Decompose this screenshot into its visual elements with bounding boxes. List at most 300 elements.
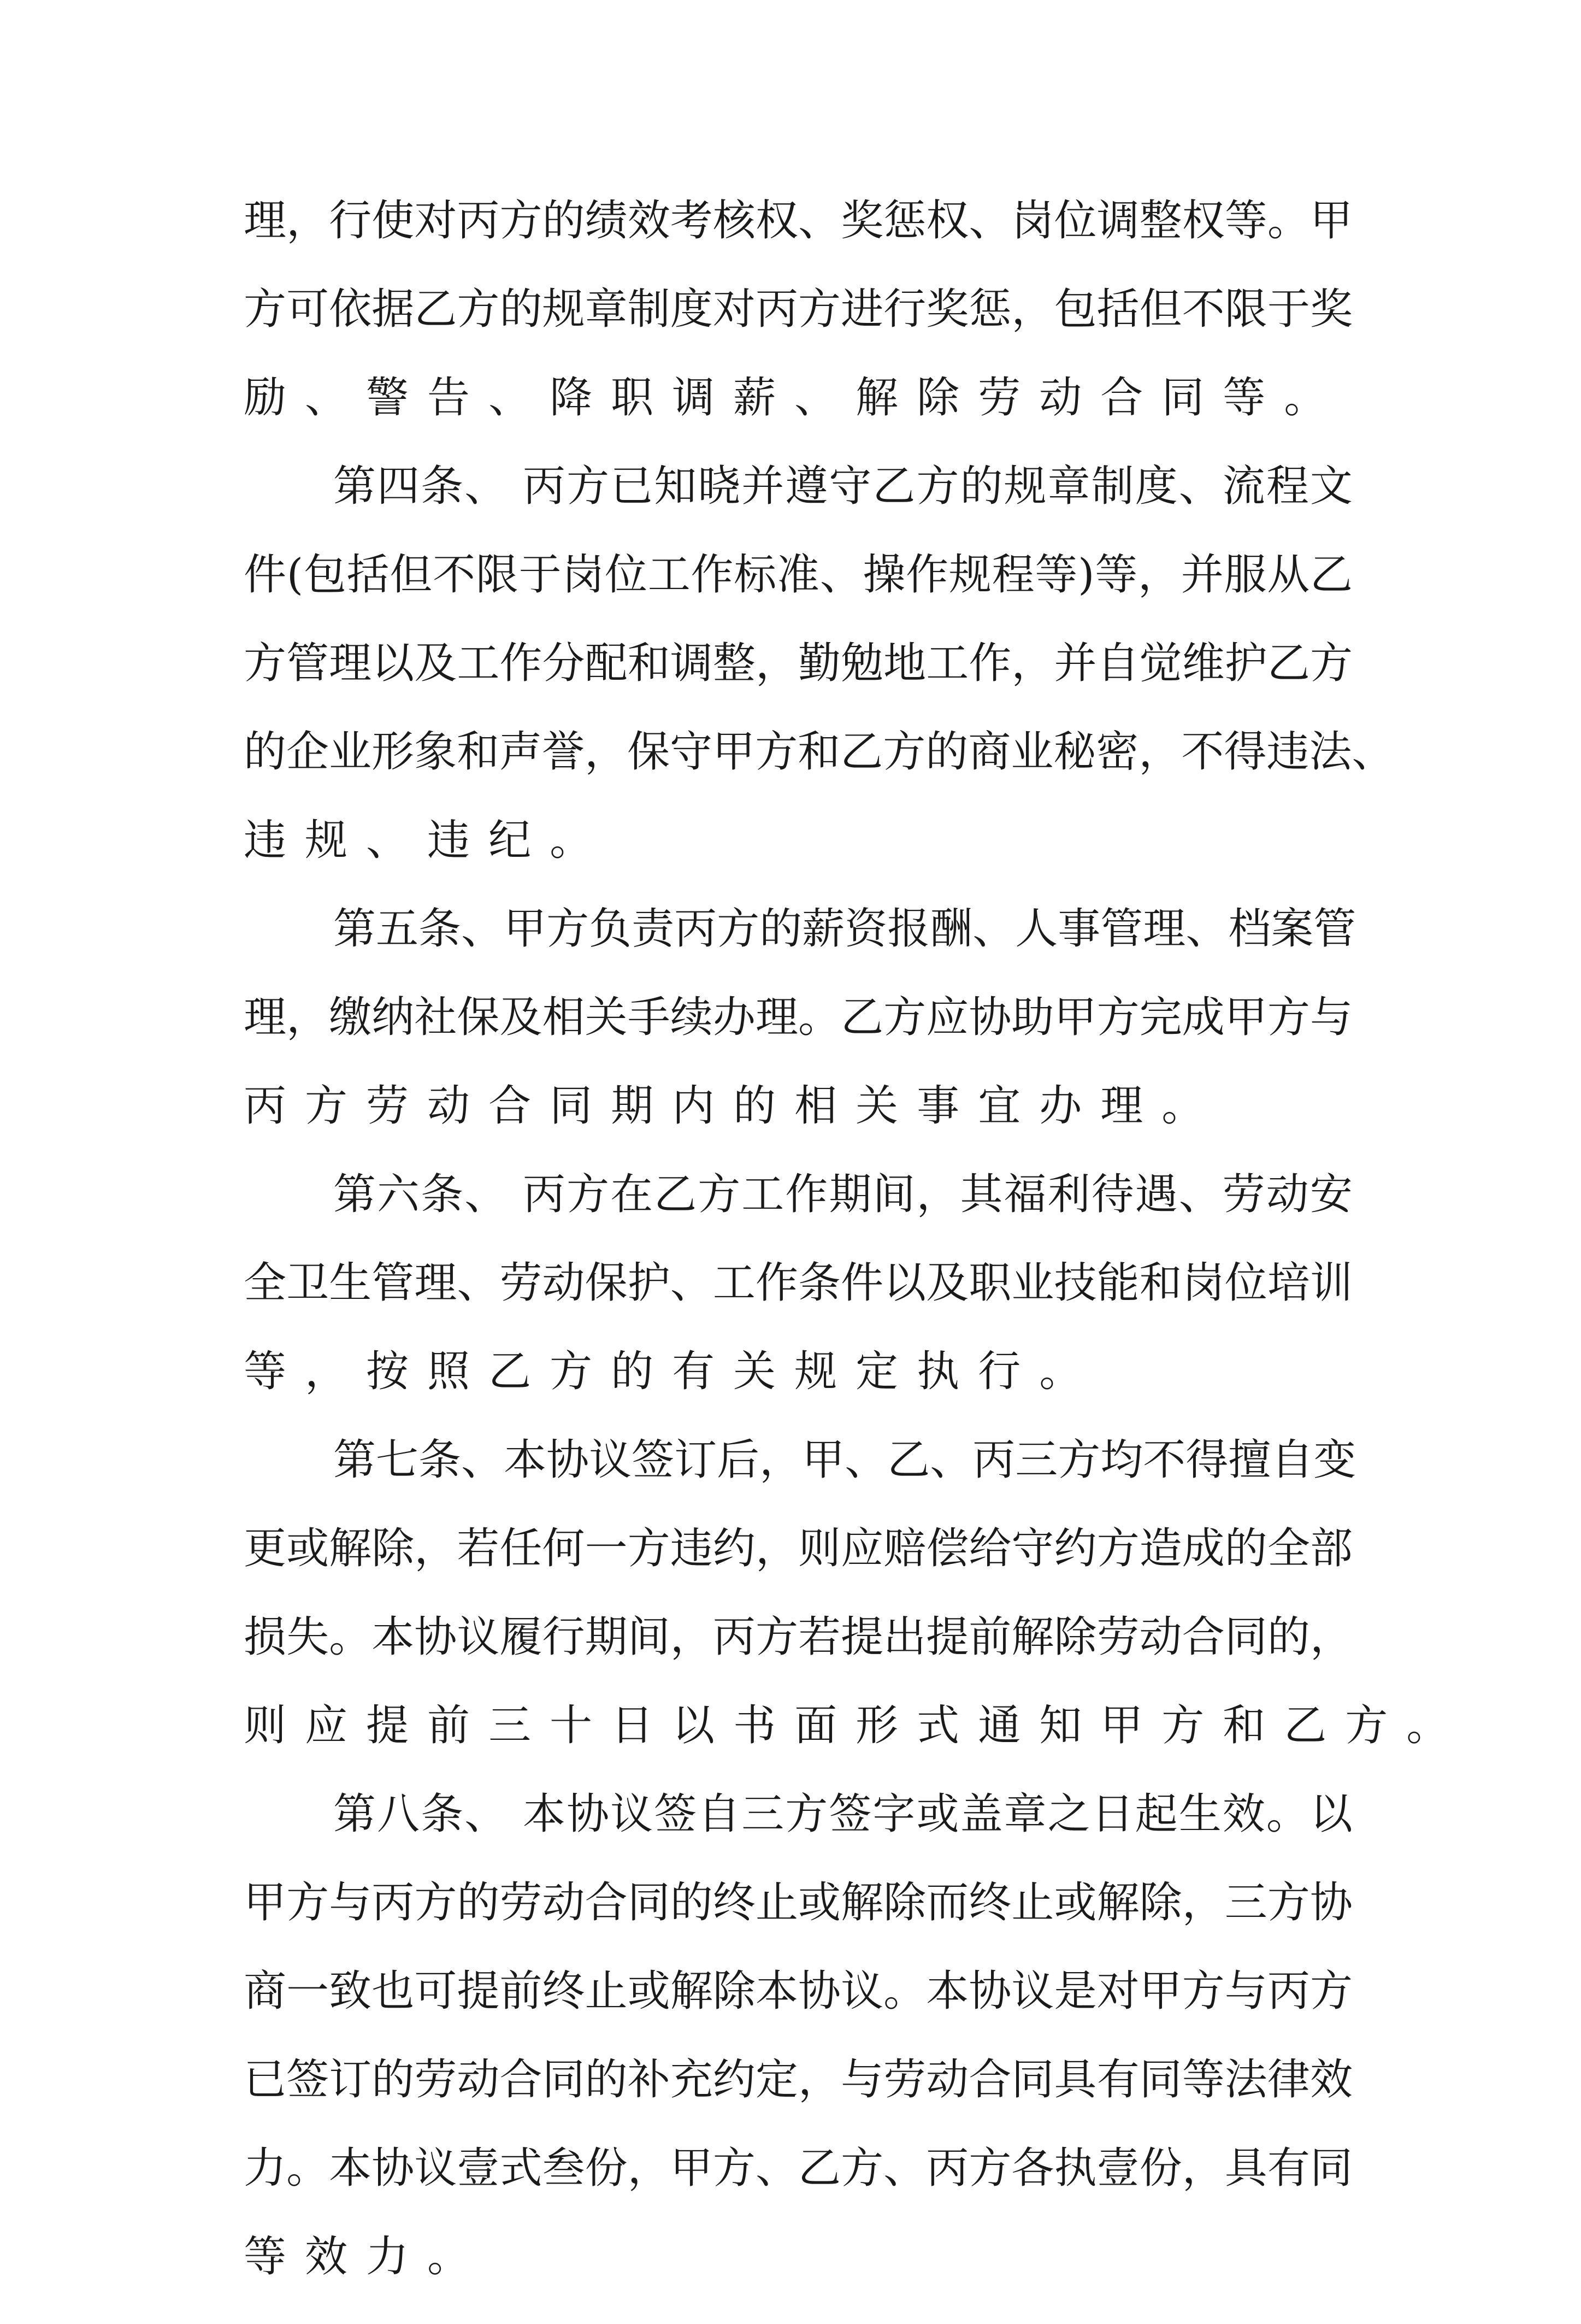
text-glyph: 工 bbox=[712, 1258, 756, 1308]
text-glyph: 方 bbox=[286, 1878, 329, 1927]
text-line bbox=[244, 1878, 1353, 1927]
text-glyph: 、 bbox=[755, 2144, 798, 2193]
text-glyph: 乙 bbox=[488, 1347, 550, 1396]
text-glyph: 违 bbox=[1266, 727, 1309, 776]
text-glyph: 惩 bbox=[883, 196, 927, 245]
text-glyph: 理 bbox=[244, 993, 287, 1042]
text-glyph: 、 bbox=[972, 904, 1016, 954]
text-glyph: 理 bbox=[244, 196, 287, 245]
text-line bbox=[244, 816, 1353, 865]
text-glyph: 对 bbox=[712, 285, 756, 334]
text-glyph: 流 bbox=[1222, 462, 1265, 511]
text-glyph: 缴 bbox=[329, 993, 372, 1042]
text-glyph: 协 bbox=[414, 1613, 457, 1662]
text-glyph: 和 bbox=[1223, 1701, 1284, 1750]
text-glyph: 件 bbox=[244, 550, 287, 599]
text-glyph: 绩 bbox=[585, 196, 628, 245]
text-glyph: 助 bbox=[1011, 993, 1054, 1042]
text-glyph: 一 bbox=[286, 1967, 329, 2016]
text-glyph: 。 bbox=[329, 1613, 372, 1662]
text-glyph: 份 bbox=[1139, 2144, 1182, 2193]
text-glyph: 的 bbox=[759, 904, 803, 954]
text-glyph: 关 bbox=[733, 1347, 795, 1396]
text-glyph: 依 bbox=[329, 285, 372, 334]
text-glyph: 守 bbox=[1011, 1524, 1054, 1573]
text-glyph: 提 bbox=[926, 1613, 969, 1662]
text-glyph: 不 bbox=[433, 550, 476, 599]
text-glyph: 丙 bbox=[755, 285, 798, 334]
text-glyph: 保 bbox=[585, 1258, 628, 1308]
text-glyph: 、 bbox=[969, 196, 1012, 245]
text-glyph: 规 bbox=[305, 816, 367, 865]
text-glyph: 六 bbox=[377, 1170, 420, 1219]
text-glyph: 出 bbox=[883, 1613, 927, 1662]
text-glyph: 期 bbox=[585, 1613, 628, 1662]
text-glyph: 于 bbox=[1267, 285, 1310, 334]
text-glyph: 包 bbox=[1054, 285, 1097, 334]
text-glyph: 配 bbox=[585, 639, 628, 688]
text-glyph: 和 bbox=[627, 639, 670, 688]
text-glyph: 方 bbox=[1267, 993, 1310, 1042]
text-glyph: 技 bbox=[1054, 1258, 1097, 1308]
text-glyph: 分 bbox=[542, 639, 585, 688]
text-glyph: 业 bbox=[329, 727, 372, 776]
text-glyph: 并 bbox=[1181, 550, 1224, 599]
text-glyph: 执 bbox=[917, 1347, 978, 1396]
text-glyph: ， bbox=[305, 1347, 367, 1396]
text-glyph: 前 bbox=[427, 1701, 489, 1750]
text-glyph: 甲 bbox=[1224, 993, 1267, 1042]
text-glyph: 的 bbox=[611, 1347, 672, 1396]
text-glyph: 内 bbox=[672, 1081, 734, 1131]
text-glyph: 手 bbox=[627, 993, 670, 1042]
text-line bbox=[244, 1967, 1353, 2016]
text-glyph: 期 bbox=[611, 1081, 672, 1131]
text-glyph: 擅 bbox=[1228, 1435, 1271, 1485]
text-line bbox=[244, 2232, 1353, 2281]
text-glyph: 乙 bbox=[1284, 1701, 1346, 1750]
text-glyph: 的 bbox=[585, 2055, 628, 2104]
text-glyph: 护 bbox=[1224, 639, 1267, 688]
text-glyph: 甲 bbox=[712, 727, 756, 776]
text-glyph: 、 bbox=[305, 373, 367, 422]
text-glyph: 调 bbox=[1096, 196, 1140, 245]
text-glyph: 条 bbox=[421, 1170, 464, 1219]
text-glyph: 或 bbox=[916, 1790, 959, 1839]
text-glyph: 止 bbox=[755, 1878, 798, 1927]
text-glyph: 定 bbox=[856, 1347, 917, 1396]
text-line bbox=[244, 1435, 1356, 1485]
text-glyph: 动 bbox=[1039, 373, 1101, 422]
text-glyph: ， bbox=[1011, 639, 1054, 688]
text-glyph: 成 bbox=[1182, 1524, 1225, 1573]
text-glyph: 壹 bbox=[1096, 2144, 1140, 2193]
text-line bbox=[244, 373, 1353, 422]
text-glyph: 作 bbox=[785, 1170, 828, 1219]
text-glyph: 均 bbox=[1100, 1435, 1143, 1485]
text-glyph bbox=[508, 465, 522, 508]
text-glyph: 限 bbox=[1224, 285, 1267, 334]
text-glyph: 违 bbox=[427, 816, 489, 865]
text-glyph: 社 bbox=[414, 993, 457, 1042]
text-glyph: 的 bbox=[499, 285, 542, 334]
text-glyph: ， bbox=[1309, 1613, 1353, 1662]
text-glyph: 何 bbox=[542, 1524, 585, 1573]
text-glyph: 惩 bbox=[969, 285, 1012, 334]
text-glyph: 是 bbox=[1054, 1967, 1097, 2016]
text-glyph: 违 bbox=[670, 1524, 713, 1573]
text-glyph: 待 bbox=[1091, 1170, 1134, 1219]
text-glyph: 部 bbox=[1309, 1524, 1353, 1573]
text-glyph: 丙 bbox=[523, 462, 566, 511]
text-glyph: 议 bbox=[610, 1790, 653, 1839]
text-glyph: 不 bbox=[1143, 1435, 1186, 1485]
text-glyph: 三 bbox=[741, 1790, 784, 1839]
text-glyph: 的 bbox=[542, 196, 585, 245]
text-glyph: 可 bbox=[286, 285, 329, 334]
text-glyph: 劳 bbox=[414, 2055, 457, 2104]
text-glyph: 其 bbox=[960, 1170, 1003, 1219]
text-glyph: 也 bbox=[371, 1967, 415, 2016]
text-glyph: 有 bbox=[672, 1347, 734, 1396]
text-glyph: 形 bbox=[856, 1701, 917, 1750]
text-glyph: ， bbox=[755, 1524, 798, 1573]
text-glyph: 整 bbox=[1139, 196, 1182, 245]
text-glyph: 方 bbox=[755, 1613, 798, 1662]
text-glyph: 方 bbox=[841, 2144, 884, 2193]
text-glyph: 办 bbox=[1039, 1081, 1101, 1131]
text-glyph: 制 bbox=[627, 285, 670, 334]
text-glyph: 、 bbox=[1178, 462, 1222, 511]
text-glyph: 或 bbox=[286, 1524, 329, 1573]
text-glyph: 丙 bbox=[457, 196, 500, 245]
text-glyph: 进 bbox=[841, 285, 884, 334]
text-glyph: 、 bbox=[930, 1435, 973, 1485]
text-glyph: 面 bbox=[794, 1701, 856, 1750]
text-glyph: 甲 bbox=[1139, 1967, 1182, 2016]
text-glyph: 乙 bbox=[414, 285, 457, 334]
text-glyph: 理 bbox=[755, 993, 798, 1042]
text-line bbox=[244, 285, 1353, 334]
text-glyph: 合 bbox=[499, 2055, 542, 2104]
text-glyph: 除 bbox=[712, 1967, 756, 2016]
text-glyph: 方 bbox=[969, 2144, 1012, 2193]
text-glyph: 密 bbox=[1096, 727, 1139, 776]
text-glyph: 、 bbox=[464, 1170, 508, 1219]
text-glyph: 议 bbox=[414, 2144, 457, 2193]
text-line bbox=[244, 1081, 1353, 1131]
text-glyph: 生 bbox=[1178, 1790, 1222, 1839]
text-glyph: 觉 bbox=[1139, 639, 1182, 688]
text-line bbox=[244, 1790, 1353, 1839]
text-glyph: 力 bbox=[244, 2144, 287, 2193]
text-glyph: 方 bbox=[1058, 1435, 1101, 1485]
text-glyph: 偿 bbox=[926, 1524, 969, 1573]
text-glyph: 劳 bbox=[499, 1878, 542, 1927]
text-glyph: 对 bbox=[414, 196, 457, 245]
text-glyph: 自 bbox=[698, 1790, 741, 1839]
text-glyph: 约 bbox=[712, 2055, 756, 2104]
text-glyph: 维 bbox=[1182, 639, 1225, 688]
text-glyph: 三 bbox=[488, 1701, 550, 1750]
text-glyph: 案 bbox=[1271, 904, 1314, 954]
text-glyph: 解 bbox=[1011, 1613, 1054, 1662]
text-glyph: 相 bbox=[542, 993, 585, 1042]
text-glyph: 则 bbox=[798, 1524, 841, 1573]
text-glyph: 象 bbox=[414, 727, 457, 776]
text-glyph: 励 bbox=[244, 373, 305, 422]
text-glyph: 致 bbox=[329, 1967, 372, 2016]
text-glyph: 从 bbox=[1267, 550, 1310, 599]
text-glyph: 除 bbox=[1054, 1613, 1097, 1662]
text-glyph: 方 bbox=[1182, 1967, 1225, 2016]
text-glyph: 并 bbox=[1054, 639, 1097, 688]
text-glyph: 方 bbox=[712, 2144, 756, 2193]
text-glyph: 以 bbox=[883, 1258, 927, 1308]
text-glyph: 。 bbox=[798, 993, 841, 1042]
text-glyph: 方 bbox=[567, 462, 610, 511]
text-glyph: 履 bbox=[499, 1613, 542, 1662]
text-glyph: 职 bbox=[969, 1258, 1012, 1308]
text-glyph: 理 bbox=[1143, 904, 1186, 954]
text-glyph: 岗 bbox=[562, 550, 605, 599]
text-glyph: 遵 bbox=[785, 462, 828, 511]
text-glyph: 服 bbox=[1224, 550, 1267, 599]
text-glyph: 违 bbox=[244, 816, 305, 865]
text-glyph: 行 bbox=[329, 196, 372, 245]
text-glyph: 、 bbox=[798, 196, 841, 245]
text-glyph: 议 bbox=[1011, 1967, 1054, 2016]
text-glyph: 合 bbox=[1100, 373, 1162, 422]
text-glyph: 本 bbox=[371, 1613, 415, 1662]
text-line bbox=[244, 1613, 1353, 1662]
text-glyph: 、 bbox=[464, 462, 508, 511]
text-glyph: 给 bbox=[969, 1524, 1012, 1573]
text-glyph: 文 bbox=[1309, 462, 1353, 511]
text-glyph: 五 bbox=[376, 904, 419, 954]
text-glyph: 等 bbox=[244, 2232, 305, 2281]
text-glyph: 相 bbox=[794, 1081, 856, 1131]
text-glyph: 及 bbox=[926, 1258, 969, 1308]
text-line bbox=[244, 727, 1395, 776]
text-glyph: 管 bbox=[1100, 904, 1143, 954]
text-glyph: 条 bbox=[421, 1790, 464, 1839]
text-glyph: 本 bbox=[504, 1435, 547, 1485]
text-glyph: 方 bbox=[457, 285, 500, 334]
text-glyph: 的 bbox=[244, 727, 287, 776]
text-glyph: 理 bbox=[1100, 1081, 1162, 1131]
text-glyph: 、 bbox=[461, 904, 504, 954]
text-glyph: 声 bbox=[499, 727, 542, 776]
text-glyph: 议 bbox=[589, 1435, 632, 1485]
text-glyph: 补 bbox=[627, 2055, 670, 2104]
text-glyph: ， bbox=[585, 727, 628, 776]
text-line bbox=[244, 1524, 1353, 1573]
text-glyph: 据 bbox=[371, 285, 415, 334]
text-glyph: 议 bbox=[457, 1613, 500, 1662]
text-glyph: 的 bbox=[670, 1878, 713, 1927]
text-glyph: 人 bbox=[1015, 904, 1058, 954]
text-glyph: 权 bbox=[926, 196, 969, 245]
text-glyph: 利 bbox=[1047, 1170, 1090, 1219]
text-glyph: 书 bbox=[733, 1701, 795, 1750]
text-glyph: ) bbox=[1078, 550, 1095, 599]
text-glyph: 本 bbox=[523, 1790, 566, 1839]
text-glyph: 甲 bbox=[802, 1435, 845, 1485]
text-glyph: 三 bbox=[1015, 1435, 1058, 1485]
text-glyph: 行 bbox=[883, 285, 927, 334]
text-glyph: 条 bbox=[418, 1435, 462, 1485]
text-glyph: 培 bbox=[1267, 1258, 1310, 1308]
text-glyph: 度 bbox=[1135, 462, 1178, 511]
text-glyph: 叁 bbox=[542, 2144, 585, 2193]
text-glyph: 工 bbox=[457, 639, 500, 688]
text-glyph: ， bbox=[1182, 2144, 1225, 2193]
text-line bbox=[244, 196, 1353, 245]
text-glyph: 方 bbox=[798, 285, 841, 334]
text-glyph: 以 bbox=[672, 1701, 734, 1750]
text-glyph: 保 bbox=[627, 727, 670, 776]
text-glyph: 、 bbox=[461, 1435, 504, 1485]
text-glyph: ， bbox=[1138, 550, 1181, 599]
text-glyph: 章 bbox=[1047, 462, 1090, 511]
text-glyph: 知 bbox=[654, 462, 697, 511]
text-glyph: 甲 bbox=[670, 2144, 713, 2193]
text-glyph: 的 bbox=[371, 2055, 415, 2104]
text-glyph: 动 bbox=[1139, 1613, 1182, 1662]
text-glyph: 形 bbox=[371, 727, 415, 776]
text-glyph: 效 bbox=[627, 196, 670, 245]
text-glyph: 方 bbox=[883, 727, 926, 776]
text-glyph: 方 bbox=[567, 1170, 610, 1219]
text-line bbox=[244, 1170, 1353, 1219]
text-glyph: 终 bbox=[712, 1878, 756, 1927]
text-glyph: 劳 bbox=[366, 1081, 428, 1131]
text-glyph: 乙 bbox=[654, 1170, 697, 1219]
text-glyph: 成 bbox=[1182, 993, 1225, 1042]
text-glyph: 协 bbox=[969, 993, 1012, 1042]
text-line bbox=[244, 904, 1356, 954]
text-glyph: 卫 bbox=[286, 1258, 329, 1308]
text-glyph: 护 bbox=[627, 1258, 670, 1308]
text-glyph: 丙 bbox=[1267, 1967, 1310, 2016]
text-glyph: 日 bbox=[1091, 1790, 1134, 1839]
text-glyph: 位 bbox=[1054, 196, 1097, 245]
text-glyph: 方 bbox=[244, 285, 287, 334]
text-glyph: 已 bbox=[610, 462, 653, 511]
text-glyph: 议 bbox=[841, 1967, 884, 2016]
text-glyph: 。 bbox=[1266, 1790, 1309, 1839]
text-glyph: 提 bbox=[366, 1701, 428, 1750]
text-glyph: 四 bbox=[377, 462, 420, 511]
text-glyph: 程 bbox=[1266, 462, 1309, 511]
text-glyph: 除 bbox=[917, 373, 978, 422]
text-glyph: 方 bbox=[698, 1170, 741, 1219]
text-glyph: 丙 bbox=[926, 2144, 969, 2193]
text-glyph: 劳 bbox=[978, 373, 1040, 422]
text-glyph: 止 bbox=[1011, 1878, 1054, 1927]
text-glyph: 商 bbox=[244, 1967, 287, 2016]
text-line bbox=[244, 2055, 1353, 2104]
text-glyph: 方 bbox=[499, 196, 542, 245]
text-glyph: 全 bbox=[244, 1258, 287, 1308]
text-glyph: 动 bbox=[457, 2055, 500, 2104]
text-glyph: 关 bbox=[585, 993, 628, 1042]
text-glyph: 作 bbox=[969, 639, 1012, 688]
text-glyph: 安 bbox=[1309, 1170, 1353, 1219]
text-glyph: 岗 bbox=[1011, 196, 1054, 245]
text-glyph: 约 bbox=[1054, 1524, 1097, 1573]
text-glyph: 解 bbox=[329, 1524, 372, 1573]
text-glyph: 终 bbox=[542, 1967, 585, 2016]
text-glyph: 解 bbox=[1096, 1878, 1140, 1927]
text-glyph: 乙 bbox=[887, 1435, 930, 1485]
text-glyph: 誉 bbox=[542, 727, 585, 776]
text-glyph: 方 bbox=[916, 462, 959, 511]
text-glyph: ， bbox=[286, 993, 329, 1042]
text-glyph: 、 bbox=[845, 1435, 888, 1485]
text-glyph: 、 bbox=[464, 1790, 508, 1839]
text-line bbox=[244, 462, 1353, 511]
text-glyph: 第 bbox=[333, 462, 376, 511]
text-glyph: ， bbox=[414, 1524, 457, 1573]
text-glyph: 包 bbox=[303, 550, 346, 599]
text-glyph: 丙 bbox=[712, 1613, 756, 1662]
text-glyph: 方 bbox=[1309, 1967, 1353, 2016]
text-glyph: 丙 bbox=[674, 904, 717, 954]
text-glyph: 与 bbox=[841, 2055, 884, 2104]
text-glyph: 间 bbox=[872, 1170, 916, 1219]
text-glyph: 除 bbox=[883, 1878, 927, 1927]
text-glyph: 法 bbox=[1224, 2055, 1267, 2104]
text-glyph: 保 bbox=[457, 993, 500, 1042]
text-glyph: 劳 bbox=[883, 2055, 927, 2104]
text-glyph: 于 bbox=[518, 550, 562, 599]
text-glyph: 和 bbox=[1139, 1258, 1182, 1308]
text-glyph: 方 bbox=[414, 1878, 457, 1927]
text-glyph: 方 bbox=[305, 1081, 367, 1131]
text-glyph: ， bbox=[916, 1170, 959, 1219]
text-glyph bbox=[508, 1793, 522, 1835]
text-glyph: 间 bbox=[627, 1613, 670, 1662]
text-glyph: 动 bbox=[427, 1081, 489, 1131]
text-glyph: 方 bbox=[717, 904, 760, 954]
text-glyph: 动 bbox=[542, 1258, 585, 1308]
text-glyph: 第 bbox=[333, 904, 376, 954]
text-glyph: 守 bbox=[829, 462, 872, 511]
text-glyph: 和 bbox=[798, 727, 841, 776]
text-glyph: 订 bbox=[674, 1435, 717, 1485]
text-glyph: 合 bbox=[585, 1878, 628, 1927]
text-glyph: 式 bbox=[499, 2144, 542, 2193]
text-glyph: 方 bbox=[785, 1790, 828, 1839]
text-glyph: 整 bbox=[712, 639, 756, 688]
text-glyph: 同 bbox=[1161, 373, 1223, 422]
text-glyph: 合 bbox=[488, 1081, 550, 1131]
text-glyph: 应 bbox=[841, 1524, 884, 1573]
text-glyph: 可 bbox=[414, 1967, 457, 2016]
text-glyph: 本 bbox=[755, 1967, 798, 2016]
text-glyph: 薪 bbox=[733, 373, 795, 422]
text-glyph: 协 bbox=[371, 2144, 415, 2193]
text-glyph: 。 bbox=[1267, 196, 1310, 245]
text-glyph: 行 bbox=[542, 1613, 585, 1662]
text-glyph: 充 bbox=[670, 2055, 713, 2104]
text-glyph: 章 bbox=[585, 285, 628, 334]
text-glyph: 或 bbox=[627, 1967, 670, 2016]
text-glyph: 三 bbox=[1224, 1878, 1267, 1927]
text-glyph: 十 bbox=[550, 1701, 611, 1750]
